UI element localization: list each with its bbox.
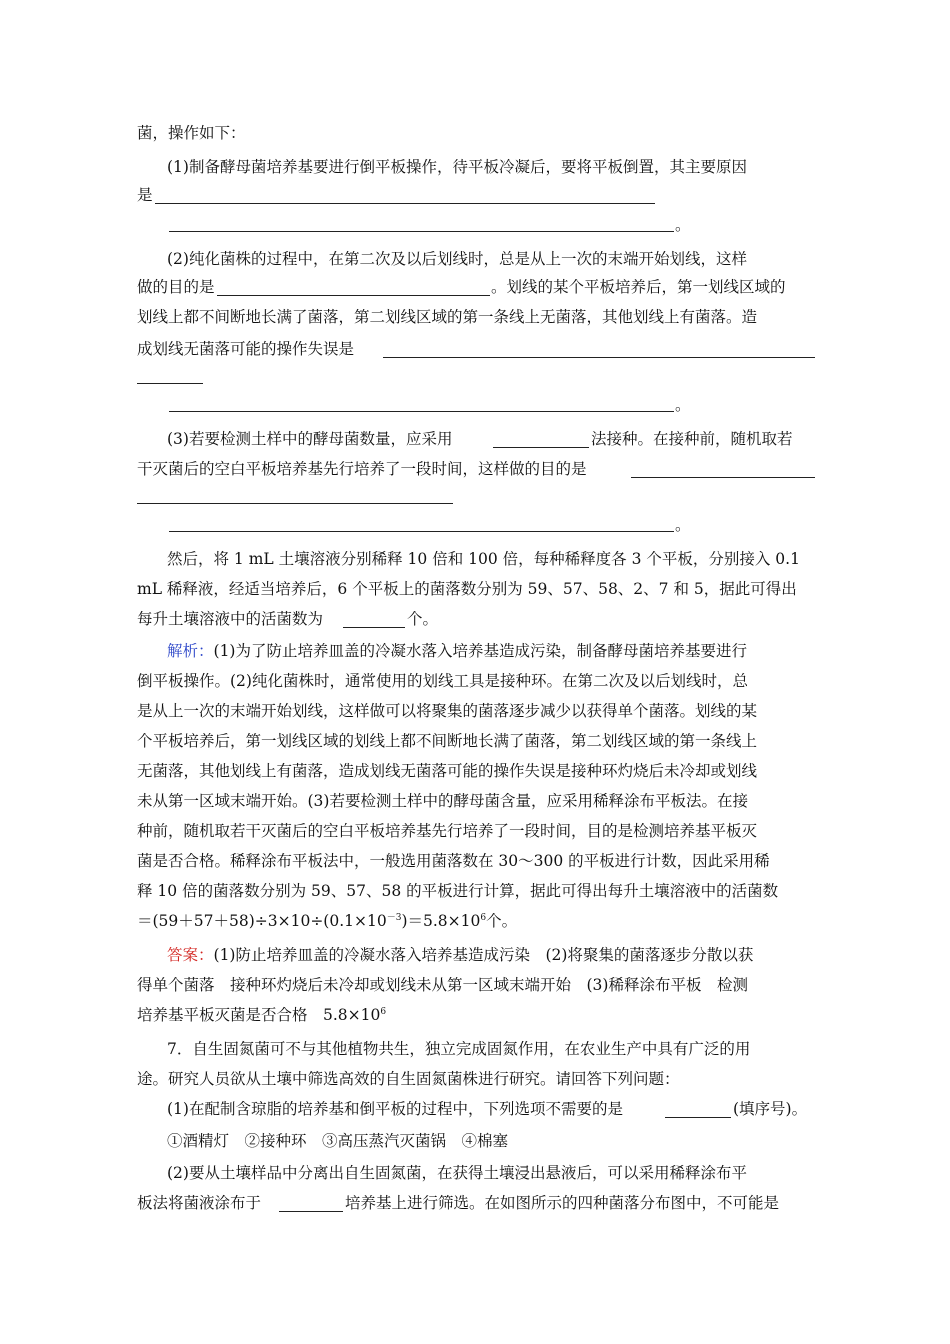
answer-blank[interactable]	[631, 477, 815, 478]
answer-paragraph: 答案：(1)防止培养皿盖的冷凝水落入培养基造成污染 (2)将聚集的菌落逐步分散以获	[167, 946, 754, 964]
text-line: 做的目的是	[137, 278, 215, 296]
answer-blank[interactable]	[169, 231, 674, 232]
text-line: 释 10 倍的菌落数分别为 59、57、58 的平板进行计算，据此可得出每升土壤溶液中的活菌数	[137, 882, 779, 900]
text-line: 板法将菌液涂布于	[137, 1194, 262, 1212]
answer-blank[interactable]	[493, 447, 589, 448]
text-line: 培养基上进行筛选。在如图所示的四种菌落分布图中，不可能是	[345, 1194, 780, 1212]
answer-blank[interactable]	[137, 383, 203, 384]
answer-label: 答案：	[167, 946, 214, 964]
analysis-label: 解析：	[167, 642, 214, 660]
question-7: 7．自生固氮菌可不与其他植物共生，独立完成固氮作用，在农业生产中具有广泛的用	[167, 1040, 751, 1058]
text-line: 法接种。在接种前，随机取若	[591, 430, 793, 448]
text-line: 无菌落，其他划线上有菌落，造成划线无菌落可能的操作失误是接种环灼烧后未冷却或划线	[137, 762, 758, 780]
answer-blank[interactable]	[169, 411, 674, 412]
text-line: 。划线的某个平板培养后，第一划线区域的	[491, 278, 786, 296]
question-1: (1)制备酵母菌培养基要进行倒平板操作，待平板冷凝后，要将平板倒置，其主要原因	[167, 158, 747, 176]
text-line: 每升土壤溶液中的活菌数为	[137, 610, 324, 628]
text-line: 途。研究人员欲从土壤中筛选高效的自生固氮菌株进行研究。请回答下列问题：	[137, 1070, 680, 1088]
analysis-paragraph: 解析：(1)为了防止培养皿盖的冷凝水落入培养基造成污染，制备酵母菌培养基要进行	[167, 642, 747, 660]
answer-blank[interactable]	[279, 1211, 343, 1212]
text-line: 成划线无菌落可能的操作失误是	[137, 340, 355, 358]
answer-blank[interactable]	[137, 503, 453, 504]
period: 。	[675, 216, 691, 234]
text-line: 倒平板操作。(2)纯化菌株时，通常使用的划线工具是接种环。在第二次及以后划线时，总	[137, 672, 748, 690]
text-line: mL 稀释液，经适当培养后，6 个平板上的菌落数分别为 59、57、58、2、7 和 5，据此可得出	[137, 580, 797, 598]
text-line: 干灭菌后的空白平板培养基先行培养了一段时间，这样做的目的是	[137, 460, 587, 478]
options-line: ①酒精灯 ②接种环 ③高压蒸汽灭菌锅 ④棉塞	[167, 1132, 509, 1150]
answer-blank[interactable]	[169, 531, 674, 532]
text-line: 划线上都不间断地长满了菌落，第二划线区域的第一条线上无菌落，其他划线上有菌落。造	[137, 308, 758, 326]
answer-blank[interactable]	[665, 1117, 731, 1118]
formula-line: $=(59+57+58)\div 3\times 10\div(0.1\times 10^{-3})=5.8\times 10^6$个。	[137, 912, 518, 930]
answer-blank[interactable]	[343, 627, 405, 628]
text-line: 然后，将 1 mL 土壤溶液分别稀释 10 倍和 100 倍，每种稀释度各 3 个平板，分别接入 0.1	[167, 550, 800, 568]
text-line: 培养基平板灭菌是否合格 $5.8\times 10^6$	[137, 1006, 387, 1024]
text-line: 种前，随机取若干灭菌后的空白平板培养基先行培养了一段时间，目的是检测培养基平板灭	[137, 822, 758, 840]
question-3: (3)若要检测土样中的酵母菌数量，应采用	[167, 430, 453, 448]
text-line: 未从第一区域末端开始。(3)若要检测土样中的酵母菌含量，应采用稀释涂布平板法。在接	[137, 792, 748, 810]
text-line: 是从上一次的末端开始划线，这样做可以将聚集的菌落逐步减少以获得单个菌落。划线的某	[137, 702, 758, 720]
text-line: (2)要从土壤样品中分离出自生固氮菌，在获得土壤浸出悬液后，可以采用稀释涂布平	[167, 1164, 747, 1182]
text-line: 个平板培养后，第一划线区域的划线上都不间断地长满了菌落，第二划线区域的第一条线上	[137, 732, 758, 750]
text-line: 个。	[407, 610, 439, 628]
text-line: 得单个菌落 接种环灼烧后未冷却或划线未从第一区域末端开始 (3)稀释涂布平板 检测	[137, 976, 748, 994]
text-line: 菌，操作如下：	[137, 124, 246, 142]
question-2: (2)纯化菌株的过程中，在第二次及以后划线时，总是从上一次的末端开始划线，这样	[167, 250, 747, 268]
text-line: (填序号)。	[733, 1100, 808, 1118]
period: 。	[675, 396, 691, 414]
answer-blank[interactable]	[383, 357, 815, 358]
answer-blank[interactable]	[155, 203, 655, 204]
period: 。	[675, 516, 691, 534]
answer-blank[interactable]	[217, 295, 490, 296]
text-line: (1)在配制含琼脂的培养基和倒平板的过程中，下列选项不需要的是	[167, 1100, 623, 1118]
text-line: 菌是否合格。稀释涂布平板法中，一般选用菌落数在 30～300 的平板进行计数，因此采用稀	[137, 852, 770, 870]
text-line: 是	[137, 186, 153, 204]
